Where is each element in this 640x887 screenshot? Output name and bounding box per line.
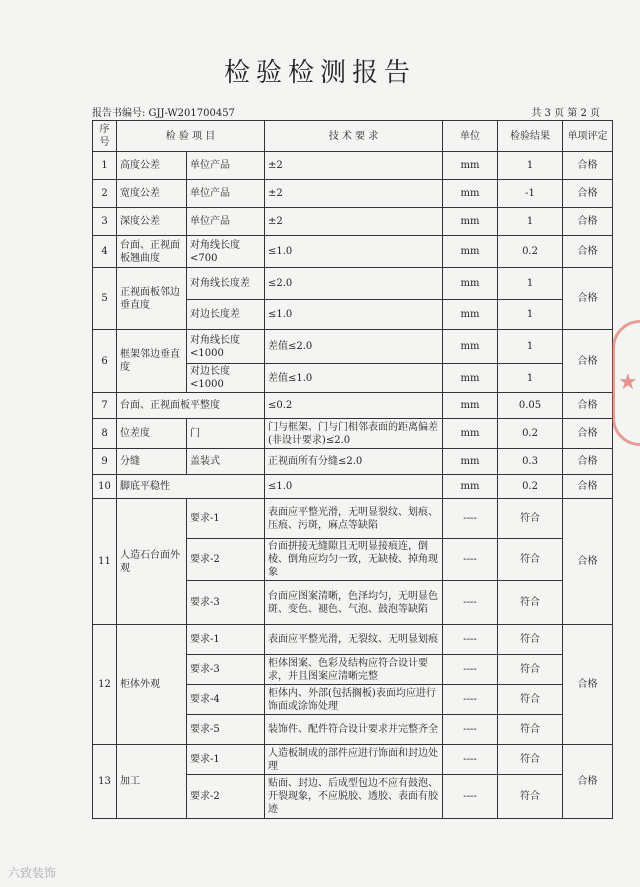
row-sub: 要求-3 (187, 655, 265, 685)
row-req: ≤2.0 (265, 268, 443, 300)
row-no: 1 (93, 152, 117, 180)
row-unit: ---- (443, 625, 498, 655)
row-sub: 要求-4 (187, 685, 265, 715)
row-no: 8 (93, 419, 117, 449)
row-result: 1 (498, 300, 563, 330)
row-no: 7 (93, 393, 117, 419)
row-sub: 单位产品 (187, 208, 265, 236)
row-sub: 对边长度差 (187, 300, 265, 330)
row-result: 1 (498, 152, 563, 180)
row-req: 差值≤1.0 (265, 364, 443, 393)
table-row (93, 236, 613, 268)
row-no: 9 (93, 449, 117, 475)
row-req: ≤1.0 (265, 300, 443, 330)
row-result: 0.2 (498, 475, 563, 499)
row-sub: 要求-2 (187, 539, 265, 581)
row-unit: mm (443, 180, 498, 208)
row-sub: 要求-5 (187, 715, 265, 745)
row-result: 符合 (498, 775, 563, 819)
row-req: ≤0.2 (265, 393, 443, 419)
row-no: 4 (93, 236, 117, 268)
row-eval: 合格 (563, 475, 613, 499)
watermark: 六致装饰 (8, 866, 57, 880)
row-sub: 要求-1 (187, 499, 265, 539)
row-result: 0.2 (498, 236, 563, 268)
row-req: 人造板制成的部件应进行饰面和封边处理 (265, 745, 443, 775)
row-eval: 合格 (563, 499, 613, 625)
row-unit: mm (443, 268, 498, 300)
table-row (93, 449, 613, 475)
row-unit: mm (443, 393, 498, 419)
row-result: 符合 (498, 625, 563, 655)
row-req: 差值≤2.0 (265, 330, 443, 364)
row-eval: 合格 (563, 419, 613, 449)
row-req: 柜体内、外部(包括搁板)表面均应进行饰面或涂饰处理 (265, 685, 443, 715)
row-result: 符合 (498, 581, 563, 625)
table-row (93, 393, 613, 419)
row-sub: 门 (187, 419, 265, 449)
row-no: 10 (93, 475, 117, 499)
row-result: -1 (498, 180, 563, 208)
row-no: 2 (93, 180, 117, 208)
row-unit: ---- (443, 655, 498, 685)
header-requirement: 技 术 要 求 (265, 121, 443, 152)
row-no: 6 (93, 330, 117, 393)
row-no: 13 (93, 745, 117, 819)
row-result: 符合 (498, 539, 563, 581)
row-sub: 单位产品 (187, 180, 265, 208)
table-row (93, 625, 613, 655)
row-eval: 合格 (563, 236, 613, 268)
row-result: 1 (498, 268, 563, 300)
row-req: 台面应图案清晰，色泽均匀，无明显色斑、变色、褪色、气泡、鼓泡等缺陷 (265, 581, 443, 625)
row-item: 柜体外观 (117, 625, 187, 745)
row-eval: 合格 (563, 745, 613, 819)
row-eval: 合格 (563, 180, 613, 208)
row-no: 3 (93, 208, 117, 236)
row-sub: 对角线长度<700 (187, 236, 265, 268)
row-unit: mm (443, 208, 498, 236)
row-req: ±2 (265, 208, 443, 236)
row-unit: ---- (443, 715, 498, 745)
table-row (93, 208, 613, 236)
row-eval: 合格 (563, 330, 613, 393)
row-unit: ---- (443, 685, 498, 715)
row-item: 位差度 (117, 419, 187, 449)
row-result: 符合 (498, 715, 563, 745)
row-item: 台面、正视面板平整度 (117, 393, 265, 419)
header-no: 序号 (93, 121, 117, 152)
row-eval: 合格 (563, 393, 613, 419)
report-number: 报告书编号: GJJ-W201700457 (92, 108, 235, 119)
row-req: ≤1.0 (265, 236, 443, 268)
row-eval: 合格 (563, 152, 613, 180)
row-item: 宽度公差 (117, 180, 187, 208)
header-evaluation: 单项评定 (563, 121, 613, 152)
table-row (93, 475, 613, 499)
row-sub: 对边长度<1000 (187, 364, 265, 393)
row-sub: 单位产品 (187, 152, 265, 180)
row-result: 0.2 (498, 419, 563, 449)
table-row (93, 180, 613, 208)
row-no: 11 (93, 499, 117, 625)
row-unit: mm (443, 300, 498, 330)
row-item: 加工 (117, 745, 187, 819)
row-result: 符合 (498, 685, 563, 715)
row-sub: 要求-1 (187, 625, 265, 655)
row-result: 符合 (498, 745, 563, 775)
row-item: 分缝 (117, 449, 187, 475)
row-item: 框架邻边垂直度 (117, 330, 187, 393)
inspection-table (92, 120, 613, 819)
row-sub: 盖装式 (187, 449, 265, 475)
table-row (93, 330, 613, 364)
row-eval: 合格 (563, 449, 613, 475)
table-row (93, 152, 613, 180)
row-item: 深度公差 (117, 208, 187, 236)
row-req: ±2 (265, 180, 443, 208)
row-result: 符合 (498, 655, 563, 685)
row-sub: 对角线长度差 (187, 268, 265, 300)
page-info: 共 3 页 第 2 页 (531, 108, 600, 119)
row-unit: ---- (443, 499, 498, 539)
row-no: 12 (93, 625, 117, 745)
row-sub: 要求-2 (187, 775, 265, 819)
header-result: 检验结果 (498, 121, 563, 152)
table-row (93, 499, 613, 539)
report-title: 检验检测报告 (223, 58, 416, 88)
row-unit: mm (443, 152, 498, 180)
row-eval: 合格 (563, 625, 613, 745)
row-req: 贴面、封边、后成型包边不应有鼓泡、开裂现象，不应脱胶、透胶、表面有胶迹 (265, 775, 443, 819)
row-item: 台面、正视面板翘曲度 (117, 236, 187, 268)
row-item: 正视面板邻边垂直度 (117, 268, 187, 330)
row-eval: 合格 (563, 208, 613, 236)
seal-star-icon: ★ (618, 370, 638, 395)
row-result: 1 (498, 208, 563, 236)
row-unit: ---- (443, 745, 498, 775)
row-unit: mm (443, 419, 498, 449)
row-result: 符合 (498, 499, 563, 539)
row-unit: mm (443, 236, 498, 268)
row-req: 柜体图案、色彩及结构应符合设计要求，并且图案应清晰完整 (265, 655, 443, 685)
header-item: 检 验 项 目 (117, 121, 265, 152)
table-row (93, 419, 613, 449)
row-unit: mm (443, 330, 498, 364)
row-unit: ---- (443, 539, 498, 581)
row-result: 0.05 (498, 393, 563, 419)
row-unit: mm (443, 449, 498, 475)
row-sub: 要求-3 (187, 581, 265, 625)
row-unit: ---- (443, 581, 498, 625)
row-result: 1 (498, 330, 563, 364)
row-unit: ---- (443, 775, 498, 819)
row-req: 台面拼接无缝隙且无明显接痕连，倒棱、倒角应均匀一致，无缺棱、掉角现象 (265, 539, 443, 581)
row-eval: 合格 (563, 268, 613, 330)
row-req: ±2 (265, 152, 443, 180)
row-item: 人造石台面外观 (117, 499, 187, 625)
table-header-row (93, 121, 613, 152)
table-row (93, 268, 613, 300)
row-sub: 对角线长度<1000 (187, 330, 265, 364)
row-sub: 要求-1 (187, 745, 265, 775)
row-req: 正视面所有分缝≤2.0 (265, 449, 443, 475)
table-row (93, 745, 613, 775)
row-req: 装饰件、配件符合设计要求并完整齐全 (265, 715, 443, 745)
row-unit: mm (443, 364, 498, 393)
row-req: 表面应平整光滑，无明显裂纹、划痕、压痕、污斑，麻点等缺陷 (265, 499, 443, 539)
row-req: ≤1.0 (265, 475, 443, 499)
row-req: 门与框架、门与门相邻表面的距离偏差(非设计要求)≤2.0 (265, 419, 443, 449)
row-item: 脚底平稳性 (117, 475, 265, 499)
row-unit: mm (443, 475, 498, 499)
row-no: 5 (93, 268, 117, 330)
row-result: 1 (498, 364, 563, 393)
header-unit: 单位 (443, 121, 498, 152)
row-req: 表面应平整光滑，无裂纹、无明显划痕 (265, 625, 443, 655)
row-item: 高度公差 (117, 152, 187, 180)
row-result: 0.3 (498, 449, 563, 475)
